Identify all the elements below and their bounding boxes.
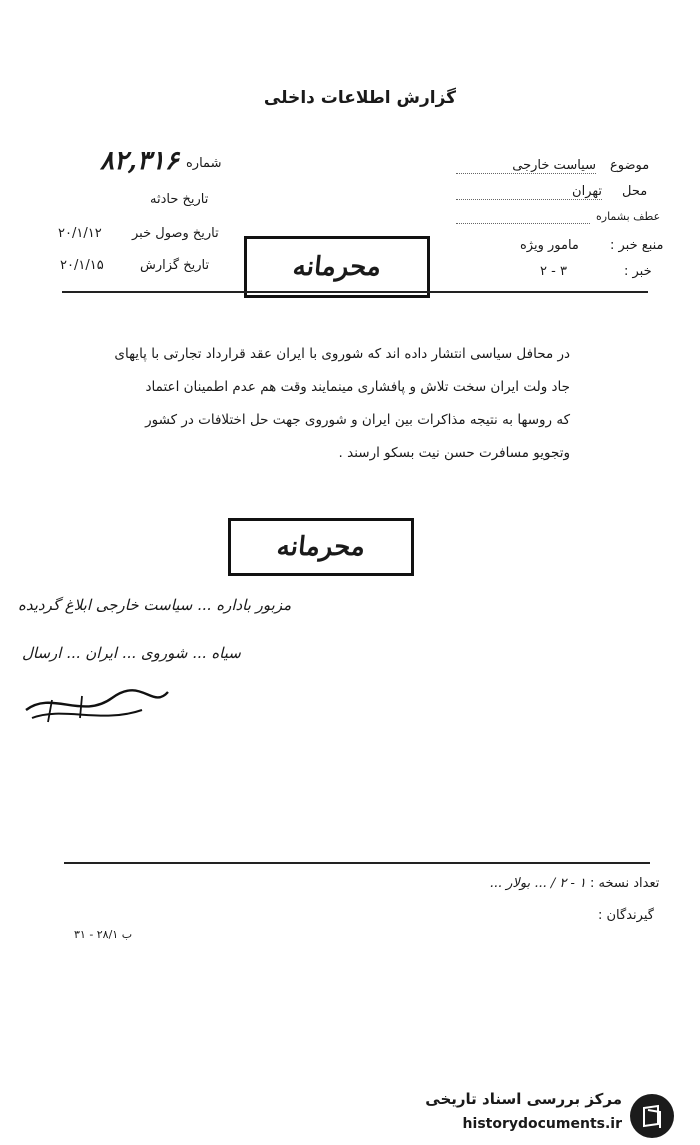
confidential-stamp-top bbox=[244, 236, 430, 298]
report-body bbox=[92, 346, 570, 478]
body-line: که روسها به نتیجه مذاکرات بین ایران و شوروی جهت حل اختلافات در کشور bbox=[145, 412, 570, 428]
signature bbox=[22, 680, 172, 726]
source-label: منبع خبر : bbox=[610, 238, 664, 253]
header-divider bbox=[62, 291, 648, 293]
footer-divider bbox=[64, 862, 650, 864]
watermark-url: historydocuments.ir bbox=[462, 1116, 622, 1132]
reference-value-line bbox=[456, 222, 590, 224]
watermark-org-name: مرکز بررسی اسناد تاریخی bbox=[425, 1090, 622, 1108]
subject-value: سیاست خارجی bbox=[456, 158, 596, 174]
event-date-label: تاریخ حادثه bbox=[150, 192, 209, 207]
page-title: گزارش اطلاعات داخلی bbox=[263, 88, 457, 108]
copies-value: ۱ - ۲ / ... بولار ... bbox=[489, 876, 586, 891]
grade-value: ۲ - ۳ bbox=[540, 264, 567, 279]
reference-label: عطف بشماره bbox=[596, 210, 661, 223]
subject-label: موضوع bbox=[610, 158, 650, 173]
stamp-text: محرمانه bbox=[291, 252, 383, 282]
report-date-label: تاریخ گزارش bbox=[140, 258, 210, 273]
handwritten-note-line: سیاه ... شوروی ... ایران ... ارسال bbox=[22, 644, 241, 662]
archive-logo-icon bbox=[630, 1094, 674, 1138]
place-label: محل bbox=[622, 184, 648, 199]
report-date-value: ۲۰/۱/۱۵ bbox=[60, 258, 104, 273]
receipt-date-value: ۲۰/۱/۱۲ bbox=[58, 226, 102, 241]
body-line: جاد ولت ایران سخت تلاش و پافشاری مینمایند وقت هم عدم اطمینان اعتماد bbox=[145, 379, 570, 395]
body-line: وتجویو مسافرت حسن نیت بسکو ارسند . bbox=[338, 445, 570, 461]
receipt-date-label: تاریخ وصول خبر bbox=[132, 226, 219, 241]
report-number-value: ۸۲,۳۱۶ bbox=[100, 146, 179, 176]
copies-label: تعداد نسخه : bbox=[590, 876, 660, 891]
footer-code: ۳۱ - ۲۸/۱ ب bbox=[74, 928, 133, 941]
handwritten-note-line: مزبور باداره ... سیاست خارجی ابلاغ گردیده bbox=[18, 596, 292, 614]
report-number-label: شماره bbox=[186, 156, 222, 171]
recipients-label: گیرندگان : bbox=[598, 908, 654, 923]
source-value: مامور ویژه bbox=[520, 238, 579, 253]
stamp-text: محرمانه bbox=[275, 532, 367, 562]
grade-label: خبر : bbox=[624, 264, 652, 279]
confidential-stamp-middle bbox=[228, 518, 414, 576]
body-line: در محافل سیاسی انتشار داده اند که شوروی با ایران عقد قرارداد تجارتی با پایهای bbox=[114, 346, 570, 362]
place-value: تهران bbox=[456, 184, 602, 200]
